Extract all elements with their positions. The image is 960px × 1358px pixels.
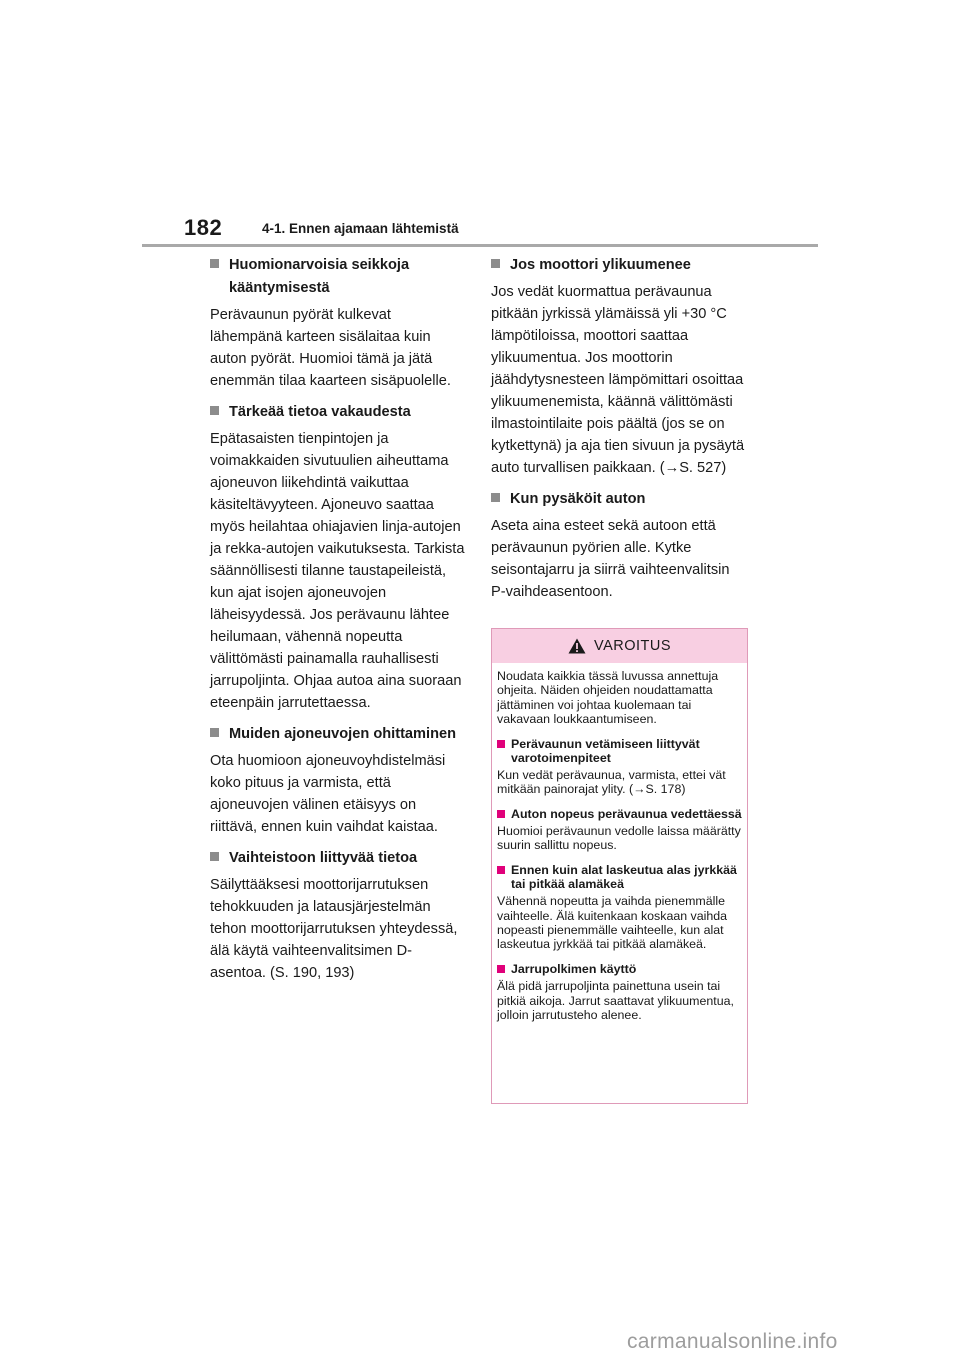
section-transmission: [210, 847, 465, 984]
page-number: 182: [184, 215, 223, 240]
bullet-square-icon: [210, 723, 229, 746]
warning-title: VAROITUS: [593, 638, 672, 654]
warning-item: [497, 962, 742, 1022]
warning-item-body: Älä pidä jarrupoljinta painettuna usein tai pitkiä aikoja. Jarrut saattavat ylikuumentua, jolloin jarrutusteho alenee.: [497, 979, 734, 1022]
bullet-square-icon: [491, 254, 510, 277]
warning-box: [491, 628, 748, 1104]
warning-item-body: Kun vedät perävaunua, varmista, ettei vät mitkään painorajat ylity. (→S. 178): [497, 768, 726, 797]
warning-item: [497, 807, 742, 853]
section-body: Perävaunun pyörät kulkevat lähempänä karteen sisälaitaa kuin auton pyörät. Huomioi tämä ja jätä enemmän tilaa kaarteen sisäpuolelle.: [210, 307, 451, 389]
warning-item: [497, 863, 742, 952]
header-divider: [142, 244, 818, 247]
bullet-square-icon: [491, 488, 510, 511]
watermark[interactable]: carmanualsonline.info: [627, 1330, 838, 1353]
bullet-square-icon: [210, 254, 229, 300]
section-heading: Jos moottori ylikuumenee: [491, 254, 746, 277]
left-column: [210, 254, 465, 993]
bullet-square-icon: [497, 807, 511, 821]
section-title: 4-1. Ennen ajamaan lähtemistä: [262, 221, 459, 236]
warning-intro: Noudata kaikkia tässä luvussa annettuja ohjeita. Näiden ohjeiden noudattamatta jättäminen voi johtaa kuolemaan tai vakavaan loukkaantumiseen.: [497, 669, 719, 727]
warning-item-body: Huomioi perävaunun vedolle laissa määrätty suurin sallittu nopeus.: [497, 824, 741, 853]
right-column: [491, 254, 746, 612]
section-body: Jos vedät kuormattua perävaunua pitkään jyrkissä ylämäissä yli +30 °C lämpötiloissa, moottori saattaa ylikuumentua. Jos moottorin jäähdytysnesteen lämpömittari osoittaa ylikuumenemista, käännä välittömästi ilmastointilaite pois päältä (jos se on kytkettynä) ja aja tien sivuun ja pysäytä auto turvallisen paikkaan. (→S. 527): [491, 284, 745, 476]
warning-body: [492, 663, 747, 1022]
section-heading: Muiden ajoneuvojen ohittaminen: [210, 723, 465, 746]
bullet-square-icon: [497, 863, 511, 891]
section-stability: [210, 401, 465, 714]
warning-item-heading: Jarrupolkimen käyttö: [497, 962, 742, 976]
warning-item-heading: Perävaunun vetämiseen liittyvät varotoimenpiteet: [497, 737, 742, 765]
warning-header: [492, 629, 747, 663]
section-body: Säilyttääksesi moottorijarrutuksen tehokkuuden ja latausjärjestelmän tehon moottorijarrutuksen yhteydessä, älä käytä vaihteenvalitsimen D-asentoa. (S. 190, 193): [210, 877, 458, 981]
bullet-square-icon: [210, 401, 229, 424]
warning-item: [497, 737, 742, 797]
bullet-square-icon: [497, 962, 511, 976]
section-heading: Huomionarvoisia seikkoja kääntymisestä: [210, 254, 465, 300]
section-heading: Tärkeää tietoa vakaudesta: [210, 401, 465, 424]
warning-item-heading: Ennen kuin alat laskeutua alas jyrkkää tai pitkää alamäkeä: [497, 863, 742, 891]
section-heading: Vaihteistoon liittyvää tietoa: [210, 847, 465, 870]
section-body: Epätasaisten tienpintojen ja voimakkaiden sivutuulien aiheuttama ajoneuvon liikehdintä vaikuttaa käsiteltävyyteen. Ajoneuvo saattaa myös heilahtaa ohiajavien linja-autojen ja rekka-autojen vaikutuksesta. Tarkista säännöllisesti tilanne taustapeileistä, kun ajat isojen ajoneuvojen läheisyydessä. Jos perävaunu lähtee heilumaan, vähennä nopeutta välittömästi painamalla rauhallisesti jarrupoljinta. Ohjaa autoa aina suoraan eteenpäin jarrutettaessa.: [210, 431, 465, 711]
section-overtaking: [210, 723, 465, 838]
section-body: Ota huomioon ajoneuvoyhdistelmäsi koko pituus ja varmista, että ajoneuvojen välinen etäisyys on riittävä, ennen kuin vaihdat kaistaa.: [210, 753, 446, 835]
warning-item-body: Vähennä nopeutta ja vaihda pienemmälle vaihteelle. Älä kuitenkaan koskaan vaihda nopeasti pienemmälle vaihteelle, kun alat laskeutua jyrkkää tai pitkää alamäkeä.: [497, 894, 728, 952]
section-parking: [491, 488, 746, 603]
warning-triangle-icon: [568, 638, 586, 654]
bullet-square-icon: [497, 737, 511, 765]
warning-item-heading: Auton nopeus perävaunua vedettäessä: [497, 807, 742, 821]
section-turning: [210, 254, 465, 392]
section-heading: Kun pysäköit auton: [491, 488, 746, 511]
section-body: Aseta aina esteet sekä autoon että perävaunun pyörien alle. Kytke seisontajarru ja siirrä vaihteenvalitsin P-vaihdeasentoon.: [491, 518, 730, 600]
bullet-square-icon: [210, 847, 229, 870]
section-overheating: [491, 254, 746, 479]
